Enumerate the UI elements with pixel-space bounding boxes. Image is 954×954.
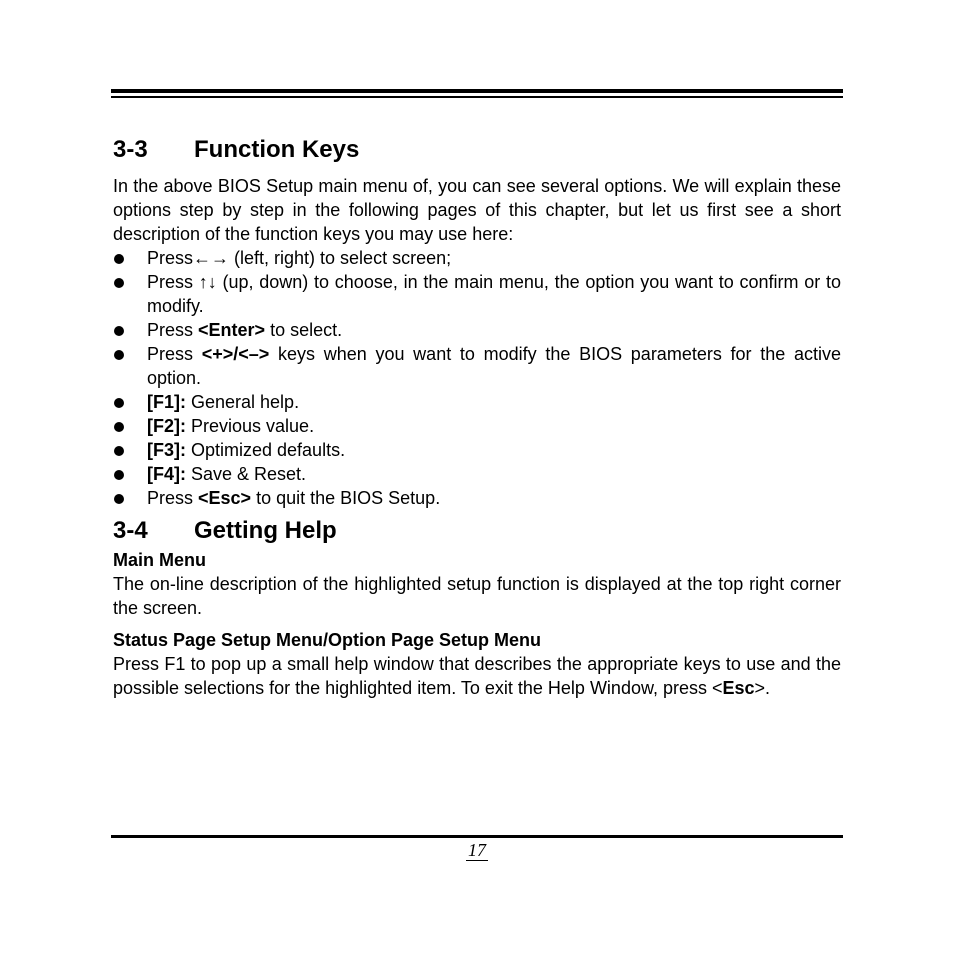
bullet-icon [114, 446, 124, 456]
function-key-list [113, 246, 841, 510]
list-item: Press <+>/<–> keys when you want to modify the BIOS parameters for the active option. [113, 342, 841, 390]
section-heading-function-keys [113, 133, 841, 167]
bullet-icon [114, 422, 124, 432]
bullet-icon [114, 470, 124, 480]
footer-rule [111, 835, 843, 838]
list-item: Press ↑↓ (up, down) to choose, in the main menu, the option you want to confirm or to modify. [113, 270, 841, 318]
list-item: [F2]: Previous value. [113, 414, 841, 438]
bullet-icon [114, 350, 124, 360]
list-item: Press <Enter> to select. [113, 318, 841, 342]
bullet-icon [114, 494, 124, 504]
header-rule-thick [111, 89, 843, 93]
page-content [113, 133, 841, 700]
list-item: [F3]: Optimized defaults. [113, 438, 841, 462]
section-heading-getting-help [113, 514, 841, 548]
section-number: 3-3 [113, 136, 148, 163]
list-item: Press←→ (left, right) to select screen; [113, 246, 841, 270]
section-title: Getting Help [194, 517, 337, 544]
section-title: Function Keys [194, 136, 360, 163]
bullet-icon [114, 278, 124, 288]
header-rule-thin [111, 96, 843, 98]
subheading-main-menu: Main Menu [113, 550, 206, 570]
list-item: [F4]: Save & Reset. [113, 462, 841, 486]
main-menu-paragraph: The on-line description of the highlighted setup function is displayed at the top right corner the screen. [113, 574, 841, 618]
bullet-icon [114, 326, 124, 336]
bullet-icon [114, 398, 124, 408]
subheading-status-page: Status Page Setup Menu/Option Page Setup Menu [113, 630, 542, 650]
bullet-icon [114, 254, 124, 264]
intro-paragraph: In the above BIOS Setup main menu of, you can see several options. We will explain these options step by step in the following pages of this chapter, but let us first see a short description of the function keys you may use here: [113, 176, 841, 244]
page-number: 17 [468, 840, 486, 860]
section-number: 3-4 [113, 517, 148, 544]
list-item: [F1]: General help. [113, 390, 841, 414]
status-page-paragraph: Press F1 to pop up a small help window that describes the appropriate keys to use and the possible selections for the highlighted item. To exit the Help Window, press <Esc>. [113, 654, 841, 698]
list-item: Press <Esc> to quit the BIOS Setup. [113, 486, 841, 510]
